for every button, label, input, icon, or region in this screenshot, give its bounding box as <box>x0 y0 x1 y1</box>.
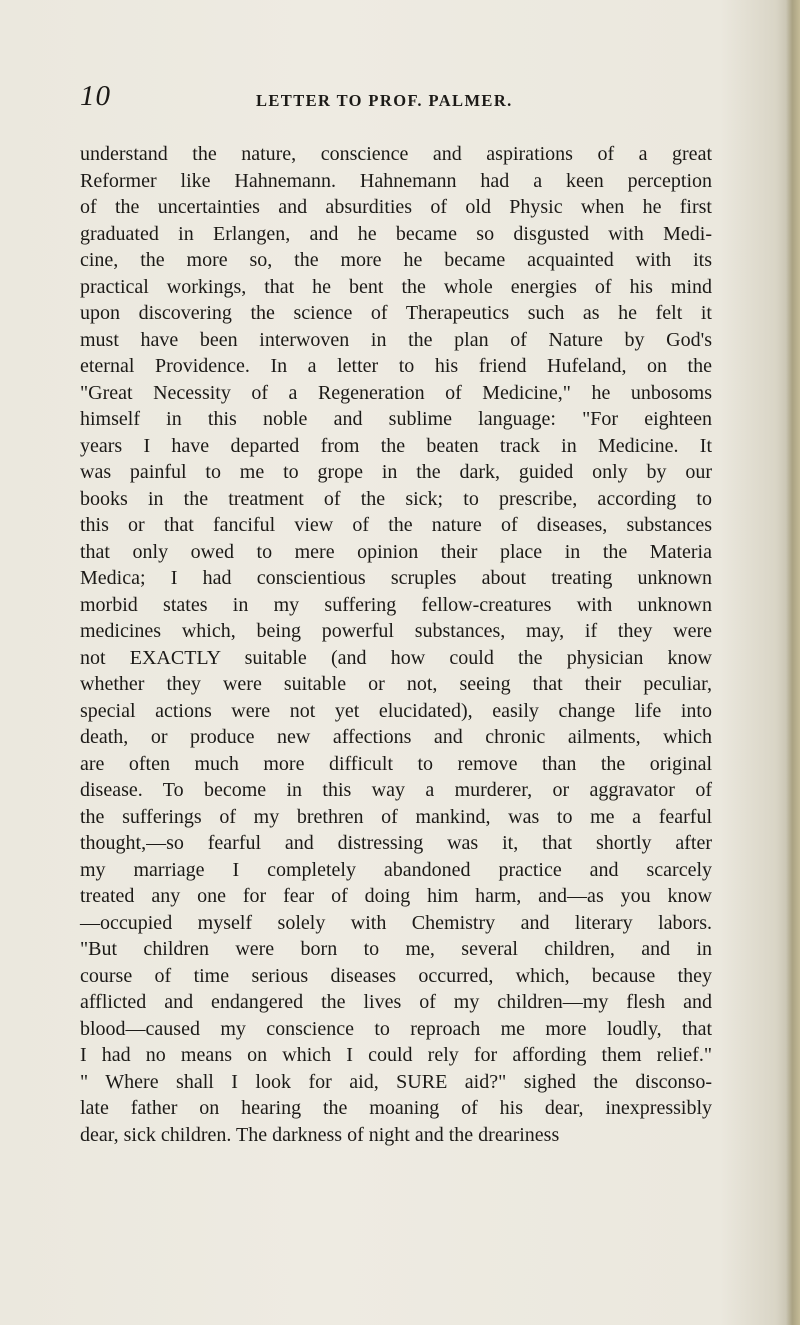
text-line: treated any one for fear of doing him harm, and—as you know <box>80 885 712 907</box>
body-text <box>80 141 712 1148</box>
text-line: upon discovering the science of Therapeutics such as he felt it <box>80 302 712 324</box>
text-line: must have been interwoven in the plan of Nature by God's <box>80 328 712 351</box>
text-line: himself in this noble and sublime language: "For eighteen <box>80 408 712 430</box>
text-line: practical workings, that he bent the whole energies of his mind <box>80 275 712 298</box>
text-line: eternal Providence. In a letter to his friend Hufeland, on the <box>80 355 712 377</box>
text-line: Medica; I had conscientious scruples about treating unknown <box>80 567 712 589</box>
text-line: books in the treatment of the sick; to prescribe, according to <box>80 487 712 510</box>
text-line: was painful to me to grope in the dark, guided only by our <box>80 461 712 483</box>
text-line: thought,—so fearful and distressing was it, that shortly after <box>80 832 712 854</box>
text-line: "But children were born to me, several children, and in <box>80 938 712 960</box>
text-line: I had no means on which I could rely for affording them relief." <box>80 1044 712 1066</box>
text-line: understand the nature, conscience and aspirations of a great <box>80 143 712 165</box>
text-line: "Great Necessity of a Regeneration of Medicine," he unbosoms <box>80 381 712 404</box>
running-head: LETTER TO PROF. PALMER. <box>256 91 513 110</box>
text-line: special actions were not yet elucidated), easily change life into <box>80 699 712 722</box>
text-line: " Where shall I look for aid, SURE aid?" sighed the disconso- <box>80 1070 712 1093</box>
page-number: 10 <box>80 80 111 112</box>
text-line: the sufferings of my brethren of mankind, was to me a fearful <box>80 805 712 828</box>
text-line: death, or produce new affections and chronic ailments, which <box>80 726 712 748</box>
page-edge-shadow <box>786 0 800 1325</box>
text-line: —occupied myself solely with Chemistry and literary labors. <box>80 911 712 934</box>
text-line: of the uncertainties and absurdities of old Physic when he first <box>80 196 712 218</box>
text-line: are often much more difficult to remove than the original <box>80 752 712 775</box>
text-line: late father on hearing the moaning of his dear, inexpressibly <box>80 1097 712 1119</box>
text-line: that only owed to mere opinion their place in the Materia <box>80 540 712 563</box>
text-line: dear, sick children. The darkness of night and the dreariness <box>80 1123 560 1146</box>
text-line: years I have departed from the beaten track in Medicine. It <box>80 434 712 457</box>
text-line: blood—caused my conscience to reproach me more loudly, that <box>80 1017 712 1040</box>
text-line: my marriage I completely abandoned practice and scarcely <box>80 858 712 881</box>
text-line: graduated in Erlangen, and he became so disgusted with Medi- <box>80 222 712 245</box>
text-line: whether they were suitable or not, seeing that their peculiar, <box>80 673 712 695</box>
text-line: Reformer like Hahnemann. Hahnemann had a keen perception <box>80 169 712 192</box>
text-line: this or that fanciful view of the nature of diseases, substances <box>80 514 712 536</box>
text-line: cine, the more so, the more he became acquainted with its <box>80 249 712 271</box>
text-line: course of time serious diseases occurred, which, because they <box>80 964 712 987</box>
text-line: disease. To become in this way a murderer, or aggravator of <box>80 779 712 801</box>
text-line: morbid states in my suffering fellow-creatures with unknown <box>80 593 712 616</box>
page-header <box>0 80 800 120</box>
text-line: not EXACTLY suitable (and how could the physician know <box>80 646 712 669</box>
text-line: medicines which, being powerful substances, may, if they were <box>80 620 712 642</box>
text-line: afflicted and endangered the lives of my children—my flesh and <box>80 991 712 1013</box>
